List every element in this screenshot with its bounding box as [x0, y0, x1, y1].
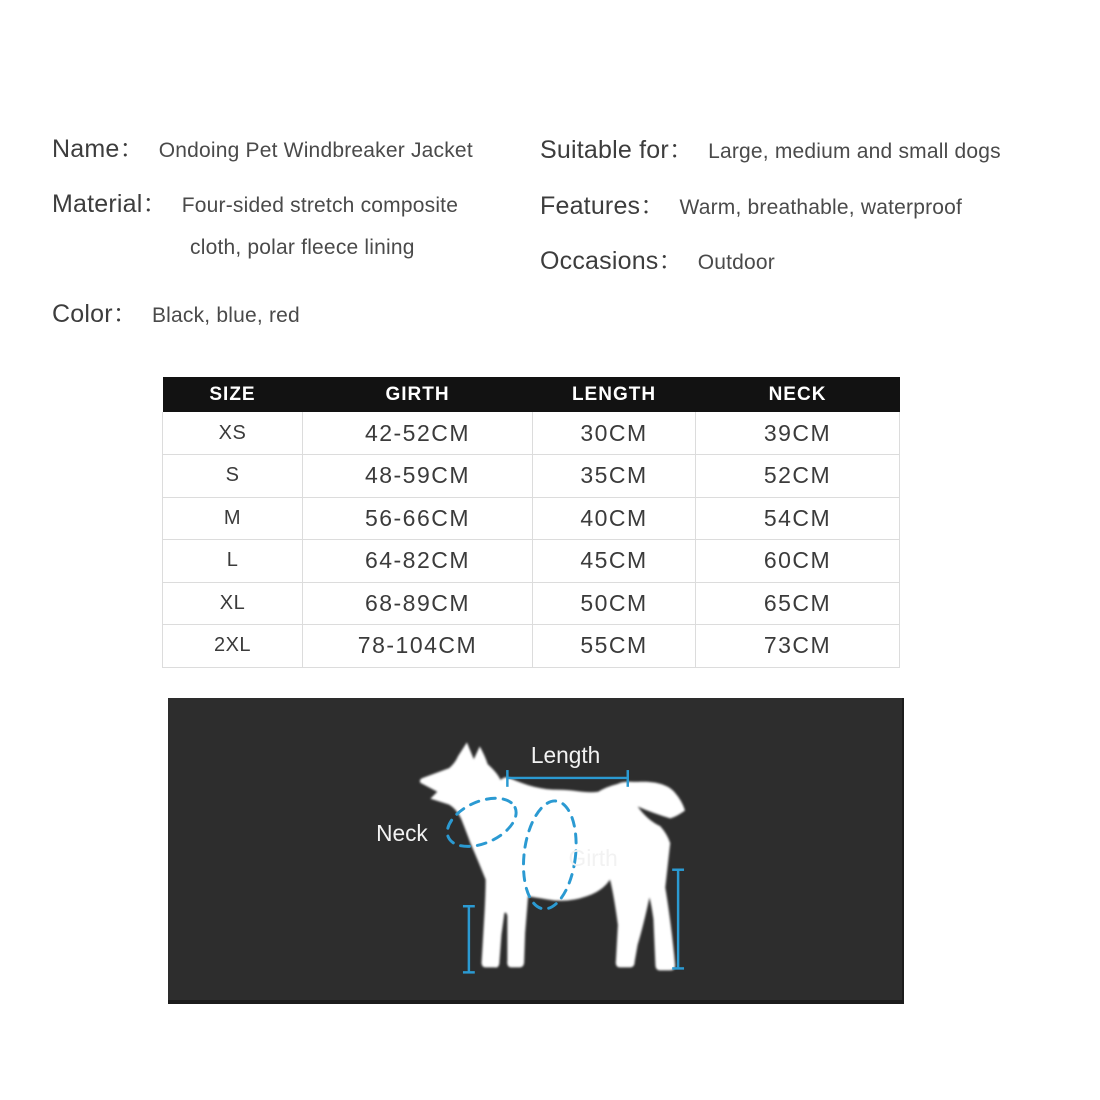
table-row — [163, 455, 900, 498]
header-neck: NECK — [696, 377, 900, 412]
cell-neck: 73CM — [696, 625, 900, 668]
spec-row-color — [52, 294, 300, 330]
cell-length: 55CM — [533, 625, 696, 668]
measurement-diagram-panel — [168, 698, 904, 1004]
cell-length: 45CM — [533, 540, 696, 583]
name-value: Ondoing Pet Windbreaker Jacket — [158, 139, 473, 162]
table-row — [163, 582, 900, 625]
dog-silhouette-image — [420, 742, 685, 970]
cell-neck: 60CM — [696, 540, 900, 583]
color-value: Black, blue, red — [151, 304, 300, 327]
cell-neck: 39CM — [696, 412, 900, 455]
size-chart-header — [163, 377, 900, 412]
cell-girth: 56-66CM — [303, 497, 533, 540]
material-label: Material： — [52, 190, 168, 218]
cell-girth: 78-104CM — [303, 625, 533, 668]
cell-size: XS — [163, 412, 303, 455]
features-label: Features： — [540, 192, 666, 220]
occasions-value: Outdoor — [697, 251, 775, 274]
cell-girth: 68-89CM — [303, 582, 533, 625]
suitable-for-label: Suitable for： — [540, 136, 695, 164]
girth-label: Girth — [568, 844, 618, 871]
cell-neck: 54CM — [696, 497, 900, 540]
color-label: Color： — [52, 300, 138, 328]
material-value-line2: cloth, polar fleece lining — [190, 236, 415, 259]
cell-size: XL — [163, 582, 303, 625]
header-length: LENGTH — [533, 377, 696, 412]
cell-girth: 64-82CM — [303, 540, 533, 583]
spec-row-features — [540, 186, 962, 222]
table-row — [163, 625, 900, 668]
dog-measurement-diagram — [168, 698, 902, 1000]
occasions-label: Occasions： — [540, 247, 684, 275]
length-label: Length — [530, 742, 601, 769]
size-chart-table — [162, 377, 900, 668]
cell-size: S — [163, 455, 303, 498]
table-row — [163, 497, 900, 540]
cell-size: M — [163, 497, 303, 540]
spec-row-material — [52, 184, 458, 220]
cell-neck: 52CM — [696, 455, 900, 498]
cell-girth: 42-52CM — [303, 412, 533, 455]
header-size: SIZE — [163, 377, 303, 412]
features-value: Warm, breathable, waterproof — [679, 196, 963, 219]
name-label: Name： — [52, 135, 145, 163]
front-leg-measure-line — [463, 906, 475, 972]
cell-girth: 48-59CM — [303, 455, 533, 498]
cell-length: 30CM — [533, 412, 696, 455]
suitable-for-value: Large, medium and small dogs — [708, 140, 1001, 163]
spec-row-suitable-for — [540, 130, 1001, 166]
spec-row-occasions — [540, 241, 775, 277]
cell-size: 2XL — [163, 625, 303, 668]
table-row — [163, 412, 900, 455]
cell-neck: 65CM — [696, 582, 900, 625]
header-girth: GIRTH — [303, 377, 533, 412]
spec-row-name — [52, 129, 473, 165]
material-value: Four-sided stretch composite — [181, 194, 459, 217]
cell-length: 50CM — [533, 582, 696, 625]
neck-label: Neck — [376, 820, 428, 847]
cell-length: 35CM — [533, 455, 696, 498]
cell-size: L — [163, 540, 303, 583]
table-row — [163, 540, 900, 583]
cell-length: 40CM — [533, 497, 696, 540]
